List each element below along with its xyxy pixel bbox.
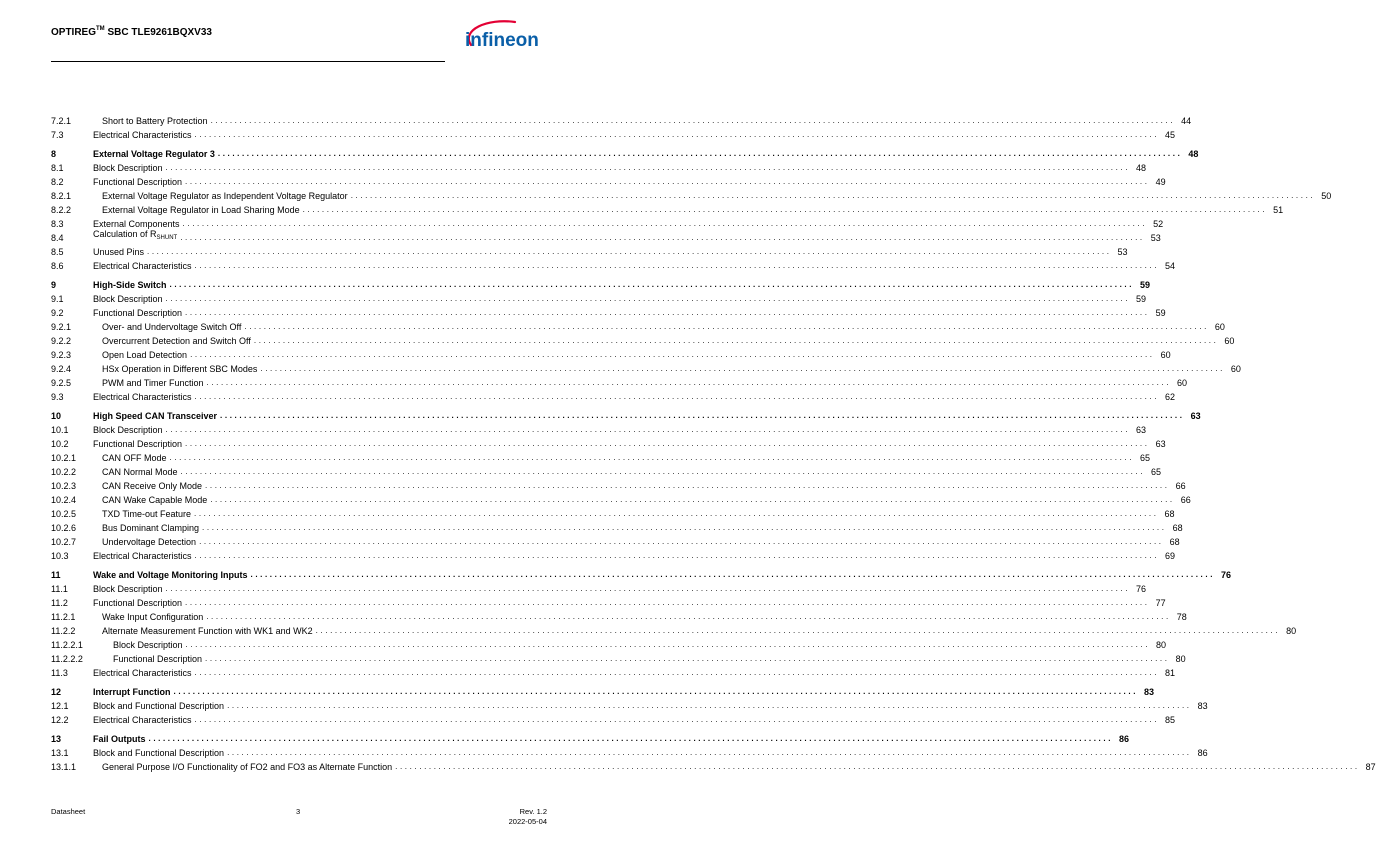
toc-entry-page: 54 — [1165, 261, 1176, 271]
toc-entry-number: 11.2.1 — [51, 612, 76, 622]
toc-entry-number: 12 — [51, 687, 62, 697]
toc-entry-number: 11.2.2.2 — [51, 654, 83, 664]
toc-leader-dots: ........................................................................................................................................................................................................ — [194, 509, 1159, 518]
toc-entry-page: 80 — [1175, 654, 1186, 664]
toc-entry-title: Functional Description — [113, 654, 203, 664]
toc-entry[interactable] — [51, 160, 1147, 174]
toc-entry[interactable] — [51, 520, 1183, 534]
toc-entry-page: 76 — [1221, 570, 1232, 580]
toc-entry-number: 13 — [51, 734, 62, 744]
toc-entry-page: 50 — [1321, 191, 1332, 201]
toc-entry-page: 78 — [1176, 612, 1187, 622]
toc-entry-title: General Purpose I/O Functionality of FO2 and FO3 as Alternate Function — [102, 762, 393, 772]
toc-entry-number: 8.5 — [51, 247, 64, 257]
toc-leader-dots: ........................................................................................................................................................................................................ — [206, 612, 1171, 621]
infineon-logo — [457, 16, 559, 56]
toc-entry-title: Alternate Measurement Function with WK1 and WK2 — [102, 626, 313, 636]
toc-leader-dots: ........................................................................................................................................................................................................ — [250, 570, 1216, 579]
toc-entry[interactable] — [51, 651, 1186, 665]
toc-entry[interactable] — [51, 745, 1208, 759]
toc-entry-number: 9 — [51, 280, 57, 290]
toc-entry-number: 9.1 — [51, 294, 64, 304]
toc-entry-number: 8.1 — [51, 163, 64, 173]
toc-entry-number: 11.3 — [51, 668, 68, 678]
toc-entry-number: 9.2.2 — [51, 336, 72, 346]
toc-entry[interactable] — [51, 216, 1164, 230]
toc-entry-page: 69 — [1165, 551, 1176, 561]
page-header — [51, 25, 445, 62]
toc-entry-page: 65 — [1140, 453, 1151, 463]
toc-entry-page: 60 — [1214, 322, 1225, 332]
toc-entry[interactable] — [51, 712, 1176, 726]
toc-entry-title: PWM and Timer Function — [102, 378, 204, 388]
toc-entry-number: 10.2.4 — [51, 495, 77, 505]
toc-entry-number: 11.2 — [51, 598, 68, 608]
toc-entry-number: 8.2.1 — [51, 191, 72, 201]
toc-entry-number: 10.3 — [51, 551, 69, 561]
toc-entry-page: 87 — [1365, 762, 1376, 772]
toc-leader-dots: ........................................................................................................................................................................................................ — [148, 734, 1114, 743]
toc-leader-dots: ........................................................................................................................................................................................................ — [227, 748, 1192, 757]
toc-entry-page: 59 — [1155, 308, 1166, 318]
toc-entry-title: TXD Time-out Feature — [102, 509, 192, 519]
toc-entry[interactable] — [51, 637, 1167, 651]
toc-entry-title: Functional Description — [93, 439, 183, 449]
toc-entry[interactable] — [51, 759, 1376, 773]
toc-entry[interactable] — [51, 506, 1175, 520]
toc-leader-dots: ........................................................................................................................................................................................................ — [165, 584, 1131, 593]
toc-leader-dots: ........................................................................................................................................................................................................ — [194, 130, 1160, 139]
toc-leader-dots: ........................................................................................................................................................................................................ — [182, 219, 1148, 228]
toc-entry-number: 10.2.7 — [51, 537, 77, 547]
footer-date: 2022-05-04 — [508, 817, 547, 826]
toc-entry-title: HSx Operation in Different SBC Modes — [102, 364, 258, 374]
toc-entry[interactable] — [51, 478, 1186, 492]
toc-entry-page: 66 — [1175, 481, 1186, 491]
toc-entry-page: 60 — [1160, 350, 1171, 360]
toc-entry-number: 9.2.5 — [51, 378, 72, 388]
toc-entry-page: 45 — [1165, 130, 1176, 140]
toc-entry-title: Fail Outputs — [93, 734, 146, 744]
toc-entry-number: 8.4 — [51, 233, 64, 243]
toc-leader-dots: ........................................................................................................................................................................................................ — [169, 280, 1135, 289]
trademark-mark: TM — [96, 26, 105, 32]
toc-leader-dots: ........................................................................................................................................................................................................ — [185, 439, 1150, 448]
toc-entry-number: 8 — [51, 149, 57, 159]
toc-leader-dots: ........................................................................................................................................................................................................ — [180, 467, 1146, 476]
toc-entry-page: 59 — [1140, 280, 1151, 290]
toc-entry[interactable] — [51, 333, 1235, 347]
toc-entry[interactable] — [51, 319, 1225, 333]
toc-leader-dots: ........................................................................................................................................................................................................ — [165, 425, 1131, 434]
toc-entry-title: Bus Dominant Clamping — [102, 523, 200, 533]
toc-entry-number: 10.2.5 — [51, 509, 77, 519]
toc-entry-page: 44 — [1181, 116, 1192, 126]
toc-entry-number: 8.2.2 — [51, 205, 72, 215]
toc-entry-page: 80 — [1286, 626, 1297, 636]
toc-entry[interactable] — [51, 698, 1208, 712]
toc-entry-page: 60 — [1230, 364, 1241, 374]
toc-entry-page: 48 — [1136, 163, 1147, 173]
toc-entry[interactable] — [51, 389, 1176, 403]
toc-entry[interactable] — [51, 665, 1176, 679]
toc-leader-dots: ........................................................................................................................................................................................................ — [194, 551, 1160, 560]
toc-entry-number: 11 — [51, 570, 61, 580]
toc-entry-title: High Speed CAN Transceiver — [93, 411, 218, 421]
toc-entry-title: Block Description — [113, 640, 183, 650]
table-of-contents — [51, 113, 1376, 773]
toc-chapter-entry[interactable] — [51, 408, 1201, 422]
toc-leader-dots: ........................................................................................................................................................................................................ — [202, 523, 1167, 532]
toc-entry-page: 83 — [1197, 701, 1208, 711]
toc-entry-title: Short to Battery Protection — [102, 116, 208, 126]
toc-entry-page: 63 — [1136, 425, 1147, 435]
toc-entry-title: Electrical Characteristics — [93, 551, 192, 561]
toc-entry-title: Electrical Characteristics — [93, 668, 192, 678]
toc-entry-page: 83 — [1144, 687, 1155, 697]
toc-entry-title: Calculation of $R_{SHUNT}$ — [93, 229, 178, 241]
toc-entry-title: Interrupt Function — [93, 687, 171, 697]
toc-leader-dots: ........................................................................................................................................................................................................ — [185, 308, 1150, 317]
toc-entry-number: 12.2 — [51, 715, 69, 725]
toc-entry-page: 86 — [1119, 734, 1130, 744]
toc-entry-number: 10 — [51, 411, 62, 421]
toc-entry[interactable] — [51, 188, 1332, 202]
toc-entry-page: 63 — [1190, 411, 1201, 421]
toc-leader-dots: ........................................................................................................................................................................................................ — [244, 322, 1209, 331]
toc-entry-page: 86 — [1197, 748, 1208, 758]
toc-entry-number: 9.2 — [51, 308, 64, 318]
toc-leader-dots: ........................................................................................................................................................................................................ — [169, 453, 1135, 462]
toc-entry[interactable] — [51, 291, 1147, 305]
toc-leader-dots: ........................................................................................................................................................................................................ — [206, 378, 1172, 387]
toc-entry-title: Block Description — [93, 425, 163, 435]
toc-entry-number: 12.1 — [51, 701, 69, 711]
toc-entry[interactable] — [51, 127, 1176, 141]
toc-leader-dots: ........................................................................................................................................................................................................ — [227, 701, 1192, 710]
toc-entry[interactable] — [51, 422, 1147, 436]
toc-entry-page: 68 — [1169, 537, 1180, 547]
toc-entry-number: 9.2.4 — [51, 364, 72, 374]
toc-chapter-entry[interactable] — [51, 146, 1199, 160]
toc-entry-title: Over- and Undervoltage Switch Off — [102, 322, 242, 332]
toc-leader-dots: ........................................................................................................................................................................................................ — [185, 598, 1150, 607]
toc-entry-title: Block Description — [93, 584, 163, 594]
toc-entry[interactable] — [51, 436, 1166, 450]
toc-entry-number: 13.1.1 — [51, 762, 77, 772]
toc-entry[interactable] — [51, 361, 1241, 375]
toc-entry-title: Electrical Characteristics — [93, 261, 192, 271]
toc-entry-page: 76 — [1136, 584, 1147, 594]
toc-leader-dots: ........................................................................................................................................................................................................ — [220, 411, 1185, 420]
toc-leader-dots: ........................................................................................................................................................................................................ — [165, 163, 1131, 172]
toc-entry-title: Block and Functional Description — [93, 748, 225, 758]
toc-entry-number: 13.1 — [51, 748, 69, 758]
toc-entry-page: 60 — [1224, 336, 1235, 346]
toc-entry-title: Open Load Detection — [102, 350, 188, 360]
toc-entry-title: Block Description — [93, 163, 163, 173]
toc-entry-number: 11.2.2.1 — [51, 640, 83, 650]
toc-entry-title: Wake Input Configuration — [102, 612, 204, 622]
toc-entry-page: 51 — [1273, 205, 1284, 215]
toc-entry-page: 60 — [1177, 378, 1188, 388]
toc-entry-number: 9.2.1 — [51, 322, 72, 332]
toc-entry[interactable] — [51, 347, 1171, 361]
toc-entry-title: CAN OFF Mode — [102, 453, 167, 463]
toc-entry-number: 11.2.2 — [51, 626, 76, 636]
toc-entry-title: External Components — [93, 219, 180, 229]
footer-page-number: 3 — [296, 807, 301, 816]
toc-entry[interactable] — [51, 202, 1284, 216]
toc-entry[interactable] — [51, 609, 1187, 623]
toc-entry-title: CAN Wake Capable Mode — [102, 495, 208, 505]
toc-leader-dots: ........................................................................................................................................................................................................ — [194, 392, 1160, 401]
toc-entry-number: 8.3 — [51, 219, 64, 229]
toc-entry-title: Block Description — [93, 294, 163, 304]
toc-leader-dots: ........................................................................................................................................................................................................ — [185, 177, 1150, 186]
toc-entry[interactable] — [51, 375, 1188, 389]
toc-entry-number: 10.2.3 — [51, 481, 77, 491]
toc-entry-page: 81 — [1165, 668, 1176, 678]
toc-leader-dots: ........................................................................................................................................................................................................ — [395, 762, 1360, 771]
logo-wordmark: infineon — [465, 30, 539, 51]
toc-entry-page: 80 — [1156, 640, 1167, 650]
toc-leader-dots: ........................................................................................................................................................................................................ — [185, 640, 1151, 649]
toc-leader-dots: ........................................................................................................................................................................................................ — [194, 715, 1160, 724]
toc-leader-dots: ........................................................................................................................................................................................................ — [173, 687, 1139, 696]
toc-entry-title: Functional Description — [93, 598, 183, 608]
toc-entry-number: 10.2.1 — [51, 453, 77, 463]
toc-leader-dots: ........................................................................................................................................................................................................ — [350, 191, 1316, 200]
toc-entry-number: 7.3 — [51, 130, 64, 140]
toc-entry-number: 9.3 — [51, 392, 64, 402]
toc-leader-dots: ........................................................................................................................................................................................................ — [302, 205, 1268, 214]
toc-entry-title: External Voltage Regulator 3 — [93, 149, 215, 159]
toc-entry[interactable] — [51, 534, 1180, 548]
toc-entry-number: 10.2.2 — [51, 467, 77, 477]
toc-chapter-entry[interactable] — [51, 567, 1232, 581]
toc-entry-title: Functional Description — [93, 177, 183, 187]
toc-entry-subscript: SHUNT — [156, 235, 178, 241]
toc-entry[interactable] — [51, 548, 1176, 562]
toc-entry-page: 62 — [1165, 392, 1176, 402]
toc-entry-number: 10.1 — [51, 425, 69, 435]
toc-entry-title: Unused Pins — [93, 247, 145, 257]
toc-leader-dots: ........................................................................................................................................................................................................ — [315, 626, 1281, 635]
toc-entry-number: 9.2.3 — [51, 350, 72, 360]
toc-leader-dots: ........................................................................................................................................................................................................ — [205, 654, 1170, 663]
toc-entry-title: Undervoltage Detection — [102, 537, 197, 547]
toc-entry[interactable] — [51, 492, 1191, 506]
footer-rev: Rev. 1.2 — [519, 807, 547, 816]
toc-leader-dots: ........................................................................................................................................................................................................ — [165, 294, 1131, 303]
toc-leader-dots: ........................................................................................................................................................................................................ — [210, 495, 1175, 504]
toc-leader-dots: ........................................................................................................................................................................................................ — [180, 233, 1145, 242]
toc-leader-dots: ........................................................................................................................................................................................................ — [205, 481, 1170, 490]
toc-entry[interactable] — [51, 595, 1166, 609]
toc-entry-page: 53 — [1117, 247, 1128, 257]
toc-entry-number: 10.2.6 — [51, 523, 77, 533]
toc-entry-page: 77 — [1155, 598, 1166, 608]
toc-entry[interactable] — [51, 258, 1176, 272]
toc-entry-title: External Voltage Regulator in Load Sharing Mode — [102, 205, 300, 215]
toc-entry-page: 48 — [1188, 149, 1199, 159]
toc-entry[interactable] — [51, 305, 1166, 319]
toc-entry-number: 10.2 — [51, 439, 69, 449]
toc-entry[interactable] — [51, 623, 1297, 637]
toc-entry-title: Block and Functional Description — [93, 701, 225, 711]
toc-entry[interactable] — [51, 174, 1166, 188]
toc-entry-number: 8.6 — [51, 261, 64, 271]
toc-leader-dots: ........................................................................................................................................................................................................ — [217, 149, 1183, 158]
toc-entry-number: 7.2.1 — [51, 116, 72, 126]
toc-leader-dots: ........................................................................................................................................................................................................ — [260, 364, 1225, 373]
toc-entry-title: CAN Normal Mode — [102, 467, 178, 477]
footer-doc-type: Datasheet — [51, 807, 86, 816]
toc-entry-page: 53 — [1150, 233, 1161, 243]
toc-entry-page: 66 — [1180, 495, 1191, 505]
toc-entry-title: Electrical Characteristics — [93, 392, 192, 402]
toc-entry-page: 68 — [1172, 523, 1183, 533]
toc-entry-title: External Voltage Regulator as Independent Voltage Regulator — [102, 191, 348, 201]
toc-entry-title: Functional Description — [93, 308, 183, 318]
toc-leader-dots: ........................................................................................................................................................................................................ — [147, 247, 1112, 256]
toc-entry-page: 49 — [1155, 177, 1166, 187]
toc-entry-title: Wake and Voltage Monitoring Inputs — [93, 570, 248, 580]
toc-entry-title: Electrical Characteristics — [93, 715, 192, 725]
toc-leader-dots: ........................................................................................................................................................................................................ — [253, 336, 1219, 345]
toc-entry-number: 8.2 — [51, 177, 64, 187]
toc-entry-title: Electrical Characteristics — [93, 130, 192, 140]
document-title: OPTIREG™ SBC TLE9261BQXV33 — [51, 26, 212, 38]
toc-entry-title: High-Side Switch — [93, 280, 167, 290]
toc-entry[interactable] — [51, 464, 1162, 478]
toc-entry[interactable] — [51, 229, 1161, 244]
toc-entry-page: 59 — [1136, 294, 1147, 304]
toc-entry[interactable] — [51, 450, 1151, 464]
toc-chapter-entry[interactable] — [51, 731, 1130, 745]
toc-entry-page: 65 — [1151, 467, 1162, 477]
toc-chapter-entry[interactable] — [51, 277, 1151, 291]
toc-leader-dots: ........................................................................................................................................................................................................ — [194, 261, 1160, 270]
toc-entry-title: CAN Receive Only Mode — [102, 481, 203, 491]
toc-entry[interactable] — [51, 581, 1147, 595]
toc-entry-page: 52 — [1153, 219, 1164, 229]
toc-entry-page: 68 — [1164, 509, 1175, 519]
toc-leader-dots: ........................................................................................................................................................................................................ — [210, 116, 1176, 125]
toc-entry-number: 11.1 — [51, 584, 68, 594]
footer-revision — [509, 807, 547, 827]
toc-entry-page: 63 — [1155, 439, 1166, 449]
toc-entry-title: Overcurrent Detection and Switch Off — [102, 336, 251, 346]
toc-leader-dots: ........................................................................................................................................................................................................ — [199, 537, 1164, 546]
toc-leader-dots: ........................................................................................................................................................................................................ — [190, 350, 1155, 359]
toc-chapter-entry[interactable] — [51, 684, 1155, 698]
toc-entry-page: 85 — [1165, 715, 1176, 725]
toc-entry[interactable] — [51, 244, 1128, 258]
toc-entry[interactable] — [51, 113, 1192, 127]
toc-leader-dots: ........................................................................................................................................................................................................ — [194, 668, 1160, 677]
